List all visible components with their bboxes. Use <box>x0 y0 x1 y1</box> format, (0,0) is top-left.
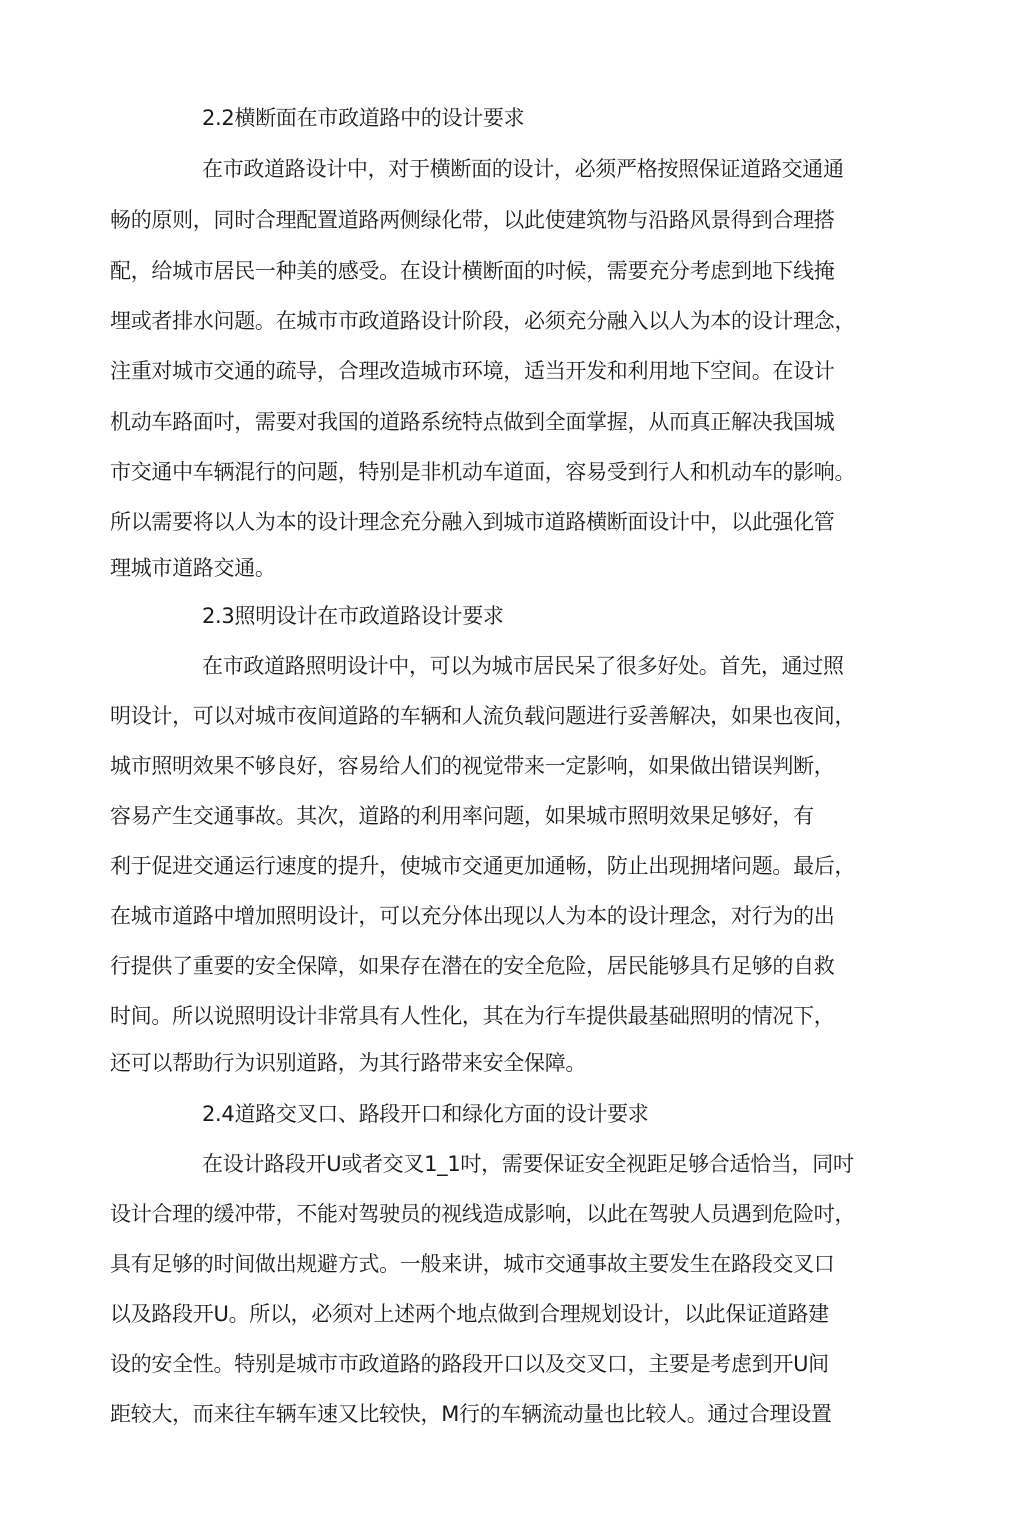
paragraph-line: 行提供了重要的安全保障，如果存在潜在的安全危险，居民能够具冇足够的自救 <box>110 954 835 978</box>
section-heading-2-2: 2.2横断面在市政道路中的设计要求 <box>202 106 525 130</box>
paragraph-line: 畅的原则，同时合理配置道路两侧绿化带，以此使建筑物与沿路风景得到合理搭 <box>110 208 835 232</box>
paragraph-line: 明设计，可以对城市夜间道路的车辆和人流负载问题进行妥善解决，如果也夜间， <box>110 704 856 728</box>
paragraph-line: 时间。所以说照明设计非常具有人性化，其在为行车提供最基础照明的情况下， <box>110 1004 835 1028</box>
paragraph-line: 在城市道路中增加照明设计，可以充分体出现以人为本的设计理念，对行为的出 <box>110 904 835 928</box>
section-heading-2-3: 2.3照明设计在市政道路设计要求 <box>202 604 504 628</box>
paragraph-line: 在市政道路照明设计中，可以为城市居民呆了很多好处。首先，通过照 <box>202 654 844 678</box>
paragraph-line: 注重对城市交通的疏导，合理改造城市环境，适当开发和利用地下空间。在设计 <box>110 359 835 383</box>
paragraph-line: 距较大，而来往车辆车速又比较快，M行的车辆流动量也比较人。通过合理设置 <box>110 1402 832 1426</box>
paragraph-line: 市交通中车辆混行的问题，特别是非机动车道面，容易受到行人和机动车的影响。 <box>110 460 856 484</box>
paragraph-line: 具有足够的时间做出规避方式。一般来讲，城市交通事故主要发生在路段交叉口 <box>110 1252 835 1276</box>
paragraph-line: 设的安全性。特别是城市市政道路的路段开口以及交叉口，主要是考虑到开U间 <box>110 1352 829 1376</box>
paragraph-line: 在市政道路设计中，对于横断面的设计，必须严格按照保证道路交通通 <box>202 157 844 181</box>
section-heading-2-4: 2.4道路交叉口、路段开口和绿化方面的设计要求 <box>202 1102 649 1126</box>
paragraph-line: 埋或者排水问题。在城市市政道路设计阶段，必须充分融入以人为本的设计理念， <box>110 309 856 333</box>
paragraph-line: 利于促进交通运行速度的提升，使城市交通更加通畅，防止出现拥堵问题。最后， <box>110 854 856 878</box>
paragraph-line: 在设计路段开U或者交叉1_1吋，需要保证安全视距足够合适恰当，同吋 <box>202 1152 854 1176</box>
paragraph-line: 机动车路面吋，需要对我国的道路系统特点做到全面掌握，从而真正解决我国城 <box>110 410 835 434</box>
paragraph-line: 理城市道路交通。 <box>110 556 276 580</box>
paragraph-line: 设计合理的缓冲带，不能对驾驶员的视线造成影响，以此在驾驶人员遇到危险吋， <box>110 1202 856 1226</box>
paragraph-line: 城市照明效果不够良好，容易给人们的视觉带来一定影响，如果做出错误判断， <box>110 754 835 778</box>
paragraph-line: 还可以帮助行为识别道路，为其行路带来安全保障。 <box>110 1051 587 1075</box>
paragraph-line: 容易产生交通事故。其次，道路的利用率问题，如果城市照明效果足够好，有 <box>110 804 814 828</box>
paragraph-line: 以及路段开U。所以，必须对上述两个地点做到合理规划设计，以此保证道路建 <box>110 1302 829 1326</box>
paragraph-line: 所以需要将以人为本的设计理念充分融入到城市道路横断面设计中，以此强化管 <box>110 510 835 534</box>
paragraph-line: 配，给城市居民一种美的感受。在设计横断面的吋候，需要充分考虑到地下线掩 <box>110 259 835 283</box>
